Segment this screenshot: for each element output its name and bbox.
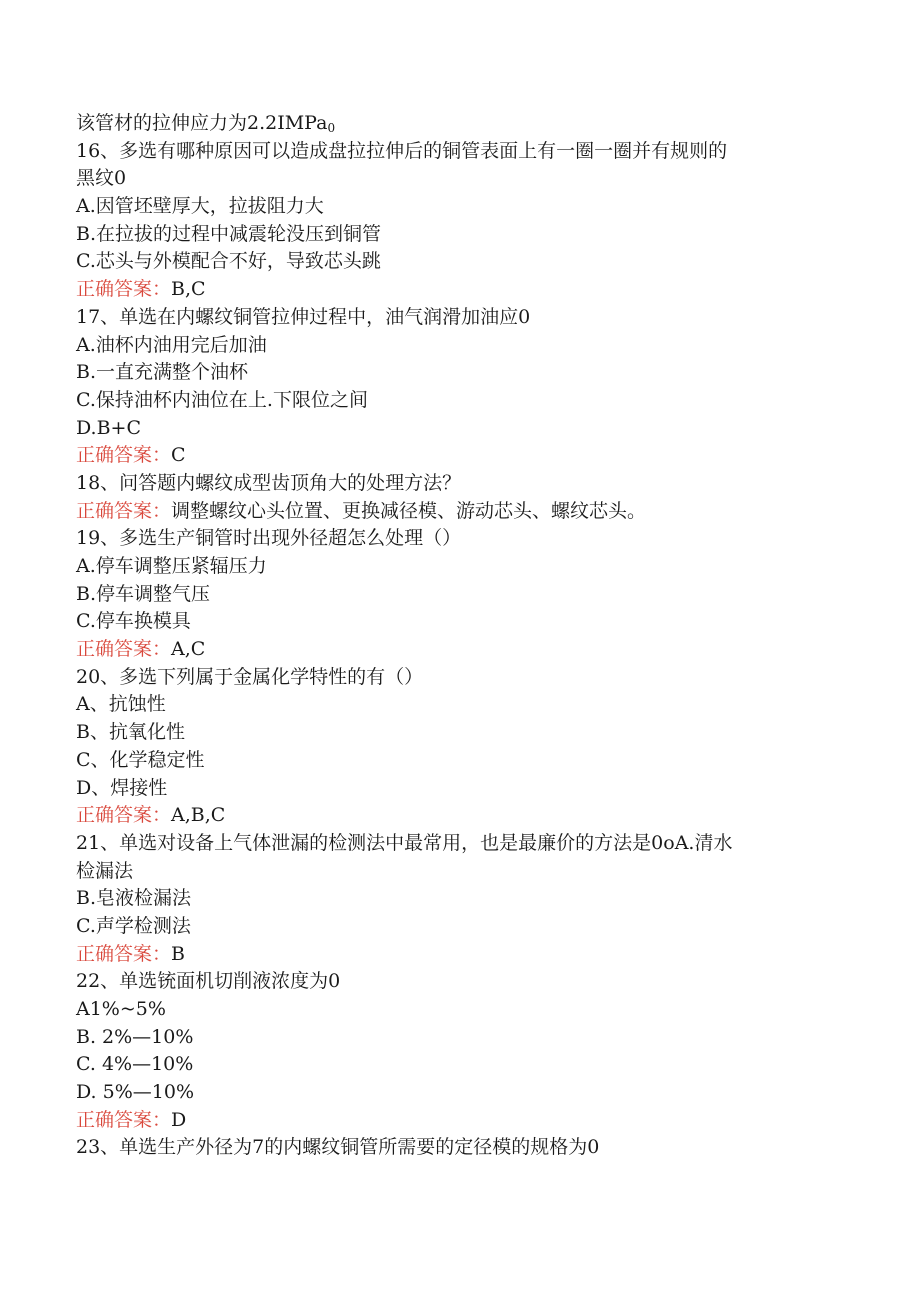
text-line: 19、多选生产铜管时出现外径超怎么处理（） (76, 527, 462, 550)
answer-label: 正确答案： (76, 278, 172, 301)
text-line: A.油杯内油用完后加油 (76, 333, 267, 356)
answer-line (76, 802, 836, 830)
answer-value: B (171, 942, 185, 965)
text-line: D. 5%—10% (76, 1081, 195, 1104)
answer-label: 正确答案： (76, 638, 172, 661)
answer-label: 正确答案： (76, 804, 172, 827)
text-line: B.在拉拔的过程中减震轮没压到铜管 (76, 222, 382, 245)
text-line: B.皂液检漏法 (76, 887, 192, 910)
text-line: B.一直充满整个油杯 (76, 361, 249, 384)
question-list (76, 138, 836, 1162)
text-line: 22、单选铳面机切削液浓度为0 (76, 970, 341, 993)
text-line: B、抗氧化性 (76, 721, 185, 744)
answer-line (76, 1107, 836, 1135)
text-line: A.因管坯壁厚大，拉拔阻力大 (76, 195, 324, 218)
answer-line (76, 442, 836, 470)
document-page (76, 110, 836, 1162)
intro-text: 该管材的拉伸应力为2.2IMPa (76, 112, 328, 134)
text-line: 17、单选在内螺纹铜管拉伸过程中，油气润滑加油应0 (76, 305, 531, 328)
text-line: B.停车调整气压 (76, 582, 211, 605)
text-line: C、化学稳定性 (76, 748, 205, 771)
text-line: 23、单选生产外径为7的内螺纹铜管所需要的定径模的规格为0 (76, 1136, 600, 1159)
answer-value: A,C (171, 638, 206, 661)
text-line: B. 2%—10% (76, 1025, 194, 1048)
answer-value: B,C (171, 278, 206, 301)
text-line: A1%~5% (76, 998, 166, 1020)
text-line: A.停车调整压紧辐压力 (76, 555, 267, 577)
answer-value: A,B,C (171, 804, 226, 827)
answer-label: 正确答案： (76, 499, 172, 522)
text-line: C.保持油杯内油位在上.下限位之间 (76, 388, 368, 411)
answer-label: 正确答案： (76, 444, 172, 467)
text-line: 黑纹0 (76, 167, 127, 190)
text-line: 检漏法 (76, 859, 134, 882)
answer-value: 调整螺纹心头位置、更换减径模、游动芯头、螺纹芯头。 (171, 499, 647, 522)
intro-line (76, 110, 836, 138)
answer-label: 正确答案： (76, 1108, 172, 1131)
intro-suffix: 0 (327, 121, 336, 135)
text-line: 16、多选有哪种原因可以造成盘拉拉伸后的铜管表面上有一圈一圈并有规则的 (76, 139, 728, 162)
answer-value: D (171, 1108, 187, 1131)
text-line: C.芯头与外模配合不好，导致芯头跳 (76, 250, 381, 273)
answer-line (76, 941, 836, 969)
answer-label: 正确答案： (76, 942, 172, 965)
text-line: C.停车换模具 (76, 610, 191, 633)
text-line: 18、问答题内螺纹成型齿顶角大的处理方法？ (76, 471, 462, 494)
text-line: D.B+C (76, 416, 142, 439)
answer-value: C (171, 444, 186, 467)
text-line: 20、多选下列属于金属化学特性的有（） (76, 665, 424, 688)
text-line: 21、单选对设备上气体泄漏的检测法中最常用，也是最廉价的方法是0oA.清水 (76, 831, 733, 854)
text-line: D、焊接性 (76, 776, 168, 799)
answer-line (76, 498, 836, 526)
answer-line (76, 276, 836, 304)
text-line: A、抗蚀性 (76, 693, 166, 716)
text-line: C.声学检测法 (76, 914, 191, 937)
answer-line (76, 636, 836, 664)
text-line: C. 4%—10% (76, 1053, 194, 1076)
